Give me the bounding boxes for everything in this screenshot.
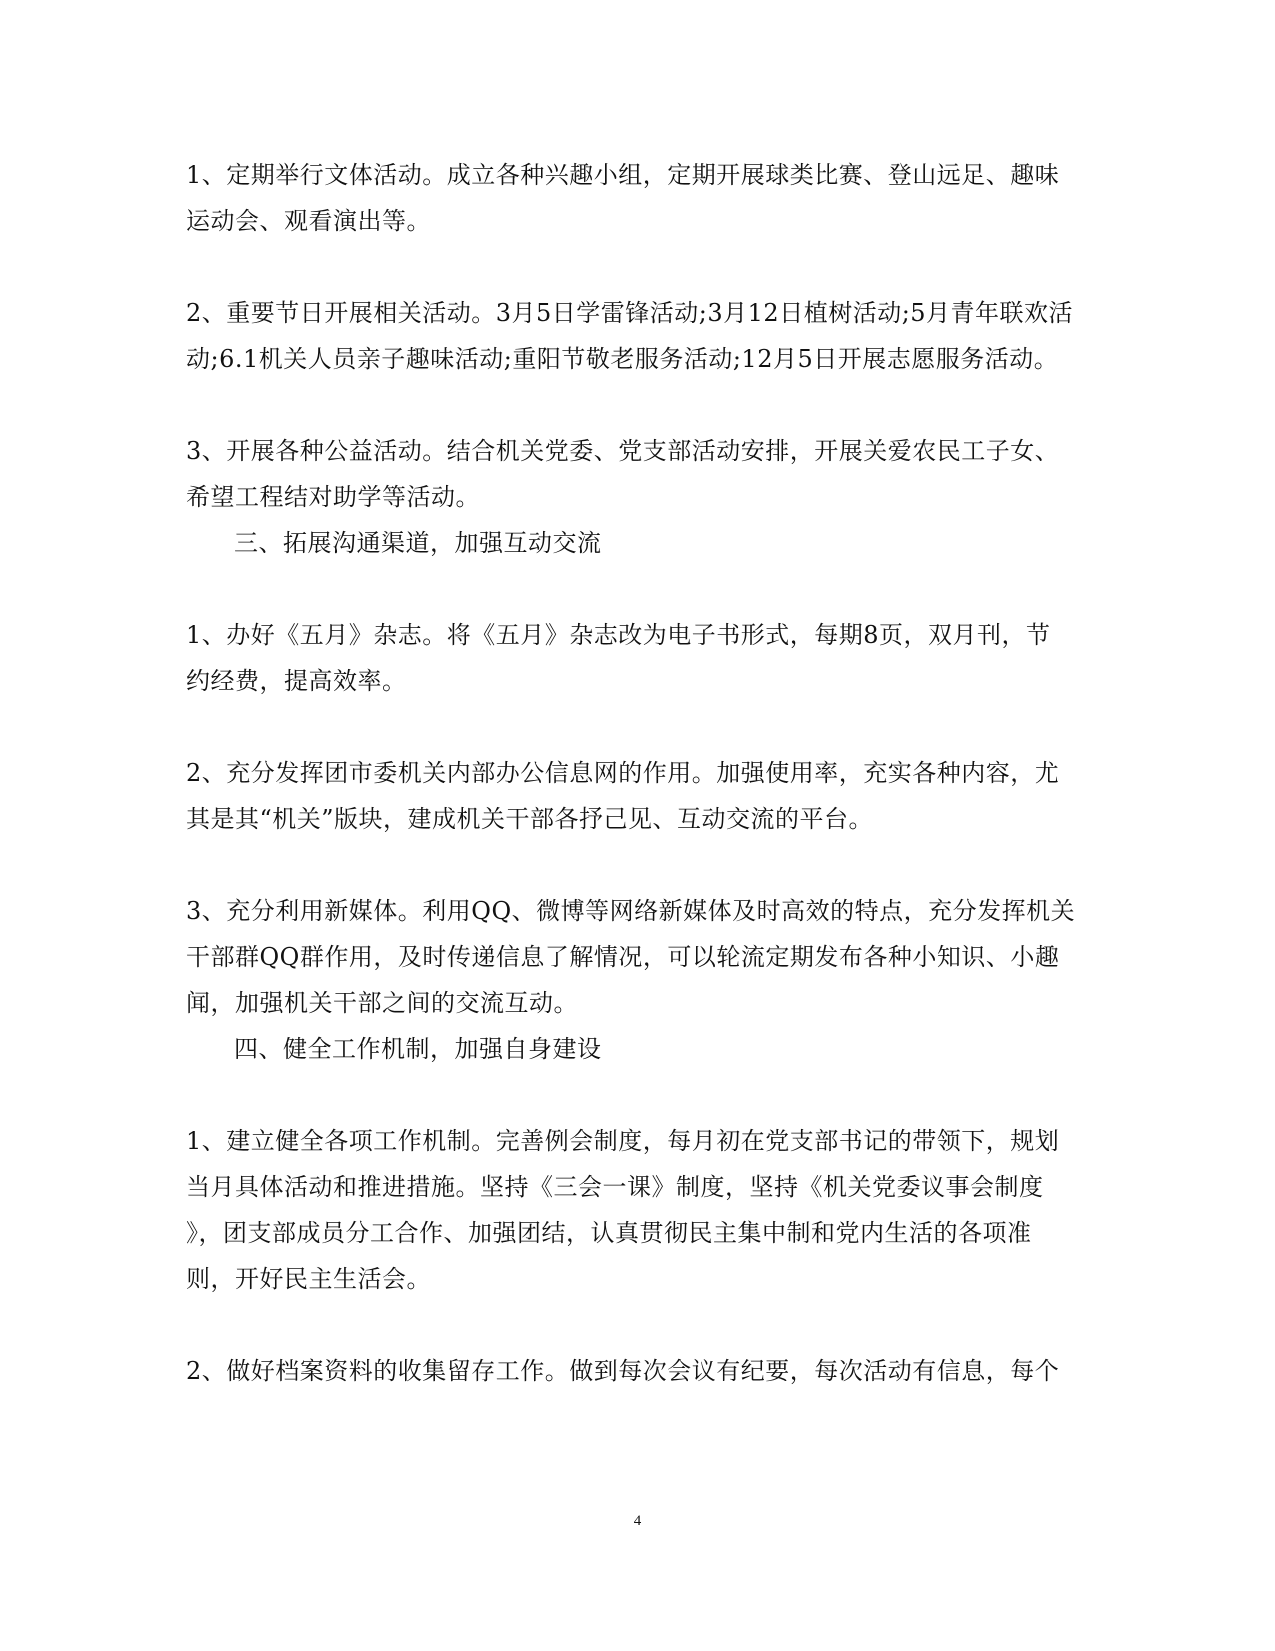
paragraph-line: 希望工程结对助学等活动。 bbox=[186, 483, 480, 511]
paragraph-line: 2、充分发挥团市委机关内部办公信息网的作用。加强使用率，充实各种内容，尤 bbox=[186, 759, 1060, 787]
paragraph-line: 其是其“机关”版块，建成机关干部各抒己见、互动交流的平台。 bbox=[186, 805, 874, 833]
paragraph-line: 1、建立健全各项工作机制。完善例会制度，每月初在党支部书记的带领下，规划 bbox=[186, 1127, 1060, 1155]
paragraph-line: 干部群QQ群作用，及时传递信息了解情况，可以轮流定期发布各种小知识、小趣 bbox=[186, 943, 1060, 971]
page-number: 4 bbox=[633, 1513, 642, 1529]
paragraph-line: 1、办好《五月》杂志。将《五月》杂志改为电子书形式，每期8页，双月刊，节 bbox=[186, 621, 1051, 649]
paragraph-line: 3、充分利用新媒体。利用QQ、微博等网络新媒体及时高效的特点，充分发挥机关 bbox=[186, 897, 1076, 925]
paragraph-line: 约经费，提高效率。 bbox=[186, 667, 407, 695]
paragraph-line: 》，团支部成员分工合作、加强团结，认真贯彻民主集中制和党内生活的各项准 bbox=[186, 1219, 1032, 1247]
section-heading: 四、健全工作机制，加强自身建设 bbox=[234, 1035, 602, 1063]
paragraph-line: 则，开好民主生活会。 bbox=[186, 1265, 431, 1293]
paragraph-line: 1、定期举行文体活动。成立各种兴趣小组，定期开展球类比赛、登山远足、趣味 bbox=[186, 161, 1060, 189]
paragraph-line: 闻，加强机关干部之间的交流互动。 bbox=[186, 989, 578, 1017]
paragraph-line: 2、做好档案资料的收集留存工作。做到每次会议有纪要，每次活动有信息，每个 bbox=[186, 1357, 1060, 1385]
paragraph-line: 运动会、观看演出等。 bbox=[186, 207, 431, 235]
paragraph-line: 3、开展各种公益活动。结合机关党委、党支部活动安排，开展关爱农民工子女、 bbox=[186, 437, 1060, 465]
paragraph-line: 当月具体活动和推进措施。坚持《三会一课》制度，坚持《机关党委议事会制度 bbox=[186, 1173, 1044, 1201]
paragraph-line: 2、重要节日开展相关活动。3月5日学雷锋活动;3月12日植树活动;5月青年联欢活 bbox=[186, 299, 1074, 327]
section-heading: 三、拓展沟通渠道，加强互动交流 bbox=[234, 529, 602, 557]
paragraph-line: 动;6.1机关人员亲子趣味活动;重阳节敬老服务活动;12月5日开展志愿服务活动。 bbox=[186, 345, 1059, 373]
